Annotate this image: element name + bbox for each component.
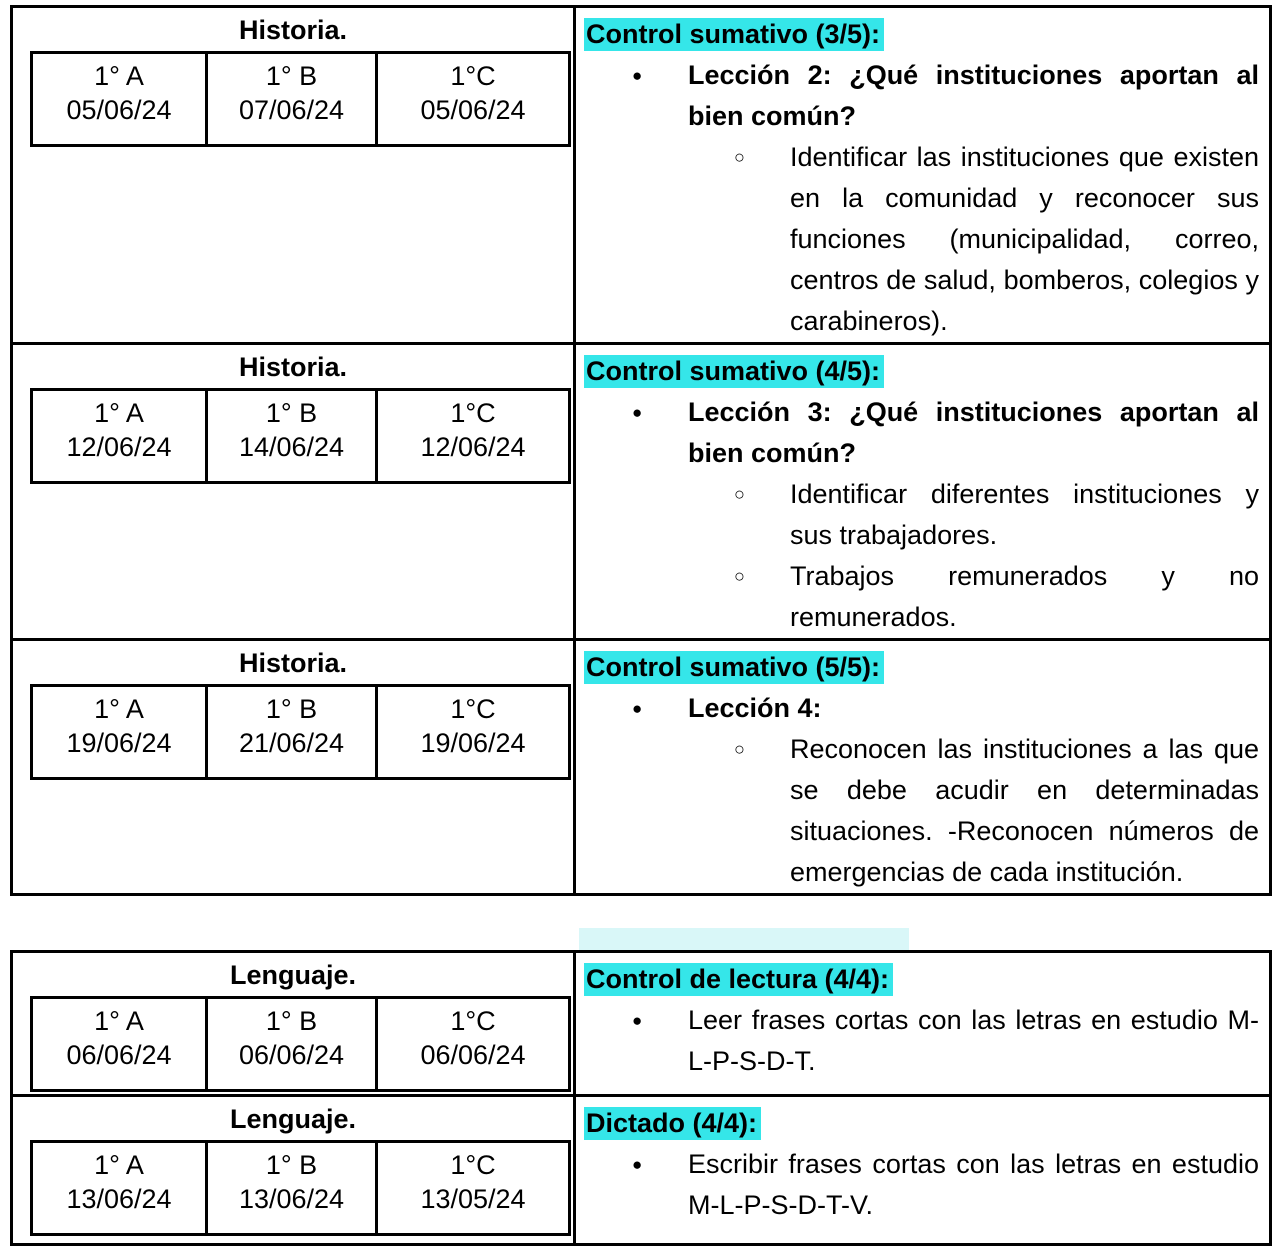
class-cell — [377, 390, 570, 483]
class-name: 1° A — [94, 61, 144, 91]
subject-title: Lenguaje. — [229, 960, 357, 990]
class-date: 05/06/24 — [66, 95, 172, 125]
class-cell — [207, 53, 377, 146]
class-date: 13/05/24 — [420, 1184, 526, 1214]
objective-text: Identificar las instituciones que existen en la comunidad y reconocer sus funciones (municipalidad, correo, centros de salud, bomberos, colegios y carabineros). — [790, 142, 1259, 336]
class-cell — [207, 390, 377, 483]
lesson-bullet — [584, 1000, 1259, 1082]
class-name: 1° B — [265, 398, 318, 428]
assessment-heading: Control de lectura (4/4): — [584, 963, 893, 996]
lesson-text: Lección 3: ¿Qué instituciones aportan al bien común? — [688, 397, 1259, 468]
lesson-text: Lección 4: — [688, 693, 822, 723]
class-date-table — [30, 51, 571, 147]
lesson-text: Escribir frases cortas con las letras en estudio M-L-P-S-D-T-V. — [688, 1149, 1259, 1220]
class-date: 05/06/24 — [420, 95, 526, 125]
class-cell — [377, 1142, 570, 1235]
lesson-bullet — [584, 688, 1259, 729]
class-cell — [207, 998, 377, 1091]
class-date: 07/06/24 — [238, 95, 345, 125]
table-row — [13, 342, 1269, 638]
class-date: 12/06/24 — [420, 432, 526, 462]
class-date-table — [30, 684, 571, 780]
class-name: 1° A — [94, 1150, 144, 1180]
class-name: 1° B — [265, 1150, 318, 1180]
class-date: 12/06/24 — [66, 432, 172, 462]
class-name: 1° B — [265, 61, 318, 91]
clipped-highlight-artifact — [579, 928, 909, 950]
class-name: 1° A — [94, 694, 144, 724]
lesson-text: Lección 2: ¿Qué instituciones aportan al bien común? — [688, 60, 1259, 131]
bullet-icon: ● — [632, 403, 643, 422]
objective-bullet — [584, 474, 1259, 556]
class-name: 1°C — [450, 694, 496, 724]
class-cell — [32, 390, 207, 483]
lesson-text: Leer frases cortas con las letras en estudio M-L-P-S-D-T. — [688, 1005, 1259, 1076]
class-cell — [377, 686, 570, 779]
bullet-icon: ● — [632, 66, 643, 85]
table-row — [13, 1094, 1269, 1243]
objective-bullet — [584, 137, 1259, 342]
class-date-table — [30, 996, 571, 1092]
class-date-table — [30, 1140, 571, 1236]
assessment-heading-line — [584, 14, 1259, 55]
class-date: 21/06/24 — [238, 728, 345, 758]
class-name: 1° B — [265, 694, 318, 724]
assessment-cell — [573, 1097, 1269, 1243]
circle-bullet-icon: ○ — [734, 566, 745, 586]
lesson-bullet — [584, 1144, 1259, 1226]
assessment-heading-line — [584, 959, 1259, 1000]
assessment-heading: Control sumativo (5/5): — [584, 651, 884, 684]
class-cell — [32, 1142, 207, 1235]
class-cell — [207, 686, 377, 779]
class-cell — [207, 1142, 377, 1235]
class-name: 1° B — [265, 1006, 318, 1036]
objective-bullet — [584, 729, 1259, 893]
subject-title: Historia. — [238, 352, 348, 382]
class-cell — [32, 53, 207, 146]
schedule-cell — [13, 8, 573, 342]
class-date: 14/06/24 — [238, 432, 345, 462]
subject-title: Lenguaje. — [229, 1104, 357, 1134]
table-row — [13, 953, 1269, 1094]
class-date: 19/06/24 — [66, 728, 172, 758]
class-date: 06/06/24 — [66, 1040, 172, 1070]
objective-text: Trabajos remunerados y no remunerados. — [790, 561, 1259, 632]
class-name: 1° A — [94, 398, 144, 428]
objective-text: Identificar diferentes instituciones y sus trabajadores. — [790, 479, 1259, 550]
circle-bullet-icon: ○ — [734, 739, 745, 759]
class-date-table — [30, 388, 571, 484]
assessment-cell — [573, 641, 1269, 893]
class-name: 1°C — [450, 1006, 496, 1036]
subject-title: Historia. — [238, 648, 348, 678]
class-name: 1°C — [450, 61, 496, 91]
schedule-cell — [13, 641, 573, 893]
schedule-cell — [13, 1097, 573, 1243]
class-date: 19/06/24 — [420, 728, 526, 758]
circle-bullet-icon: ○ — [734, 147, 745, 167]
lenguaje-table — [10, 950, 1272, 1246]
class-date: 13/06/24 — [66, 1184, 172, 1214]
class-cell — [32, 686, 207, 779]
bullet-icon: ● — [632, 1011, 643, 1030]
assessment-heading: Dictado (4/4): — [584, 1107, 761, 1140]
assessment-heading-line — [584, 647, 1259, 688]
subject-title: Historia. — [238, 15, 348, 45]
class-cell — [377, 998, 570, 1091]
assessment-heading-line — [584, 351, 1259, 392]
class-date: 06/06/24 — [420, 1040, 526, 1070]
table-row — [13, 638, 1269, 893]
class-cell — [32, 998, 207, 1091]
assessment-heading: Control sumativo (4/5): — [584, 355, 884, 388]
lesson-bullet — [584, 392, 1259, 474]
assessment-heading-line — [584, 1103, 1259, 1144]
table-row — [13, 8, 1269, 342]
class-name: 1° A — [94, 1006, 144, 1036]
class-name: 1°C — [450, 398, 496, 428]
assessment-cell — [573, 345, 1269, 638]
bullet-icon: ● — [632, 699, 643, 718]
assessment-heading: Control sumativo (3/5): — [584, 18, 884, 51]
schedule-cell — [13, 345, 573, 638]
objective-bullet — [584, 556, 1259, 638]
schedule-cell — [13, 953, 573, 1094]
assessment-cell — [573, 8, 1269, 342]
class-date: 13/06/24 — [238, 1184, 345, 1214]
circle-bullet-icon: ○ — [734, 484, 745, 504]
assessment-cell — [573, 953, 1269, 1094]
lesson-bullet — [584, 55, 1259, 137]
class-cell — [377, 53, 570, 146]
class-name: 1°C — [450, 1150, 496, 1180]
bullet-icon: ● — [632, 1155, 643, 1174]
historia-table — [10, 5, 1272, 896]
class-date: 06/06/24 — [238, 1040, 345, 1070]
objective-text: Reconocen las instituciones a las que se debe acudir en determinadas situaciones. -Reconocen números de emergencias de cada institución. — [790, 734, 1259, 887]
